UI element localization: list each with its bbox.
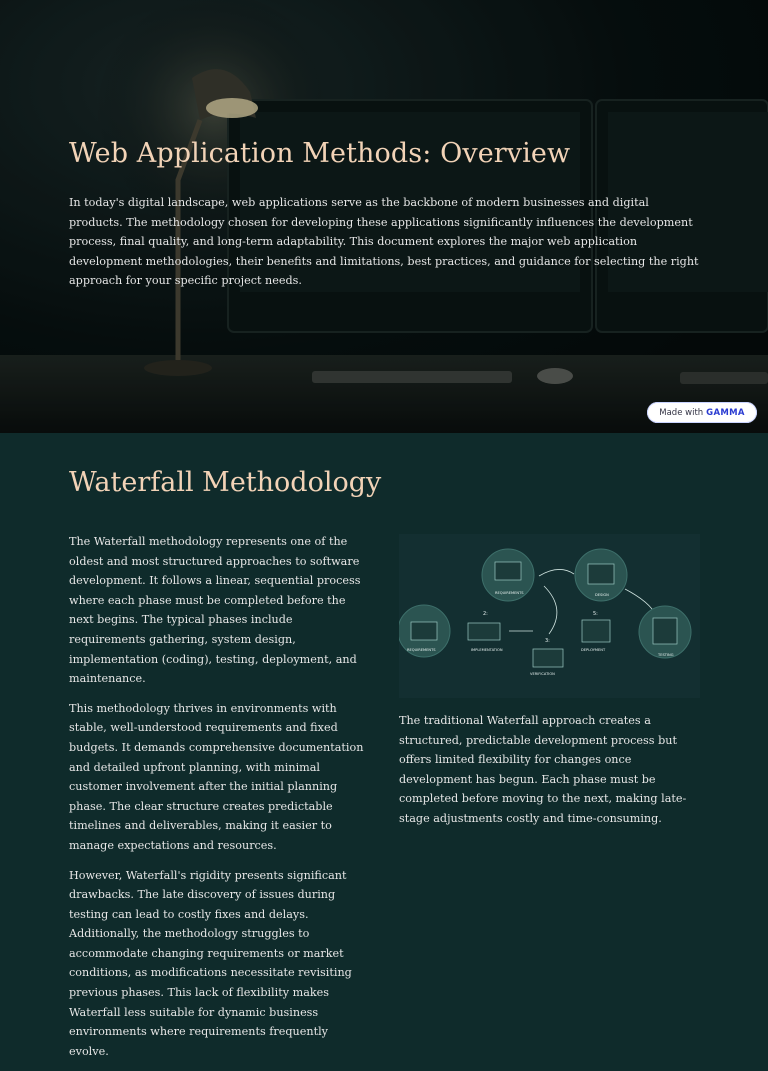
step-2: 2: [483, 611, 488, 617]
impl-box [468, 623, 500, 640]
label-deployment: DEPLOYMENT [581, 648, 606, 652]
arrow-req-to-design [539, 569, 574, 576]
paragraph-overview: The Waterfall methodology represents one of the oldest and most structured approaches to software development. It follows a linear, sequential process where each phase must be completed before the next begins. The typical phases include requirements gathering, system design, implementation (coding), testing, deployment, and maintenance. [69, 535, 361, 686]
deploy-box [582, 620, 610, 642]
waterfall-diagram [399, 534, 700, 698]
waterfall-diagram-image [399, 534, 700, 698]
section-title: Waterfall Methodology [69, 467, 382, 498]
hero-section [0, 0, 768, 433]
step-3: 3: [545, 638, 550, 644]
badge-prefix: Made with [659, 407, 704, 418]
label-implementation: IMPLEMENTATION [471, 648, 503, 652]
intro-paragraph: In today's digital landscape, web applications serve as the backbone of modern businesses and digital products. The methodology chosen for developing these applications significantly influences the development process, final quality, and long-term adaptability. This document explores the major web application development methodologies, their benefits and limitations, best practices, and guidance for selecting the right approach for your specific project needs. [69, 196, 699, 288]
arrow-return [544, 586, 557, 634]
paragraph-drawbacks: However, Waterfall's rigidity presents significant drawbacks. The late discovery of issues during testing can lead to costly fixes and delays. Additionally, the methodology struggles to accommodate changing requirements or market conditions, as modifications necessitate revisiting previous phases. This lack of flexibility makes Waterfall less suitable for dynamic business environments where requirements frequently evolve. [69, 868, 352, 1058]
diagram-caption: The traditional Waterfall approach creates a structured, predictable development process but offers limited flexibility for changes once development has begun. Each phase must be completed before moving to the next, making late-stage adjustments costly and time-consuming. [399, 714, 687, 825]
icon-box-design [588, 564, 614, 584]
made-with-gamma-badge[interactable] [647, 402, 757, 423]
label-requirements-top: REQUIREMENTS [495, 591, 524, 595]
label-verification: VERIFICATION [530, 672, 555, 676]
icon-box-left [411, 622, 437, 640]
icon-box-req [495, 562, 521, 580]
verify-box [533, 649, 563, 667]
label-requirements-left: REQUIREMENTS [407, 648, 436, 652]
step-5: 5: [593, 611, 598, 617]
label-design: DESIGN [595, 593, 609, 597]
page-title: Web Application Methods: Overview [69, 138, 571, 169]
paragraph-strengths: This methodology thrives in environments with stable, well-understood requirements and fixed budgets. It demands comprehensive documentation and detailed upfront planning, with minimal customer involvement after the initial planning phase. The clear structure creates predictable timelines and deliverables, making it easier to manage expectations and resources. [69, 701, 364, 852]
label-testing: TESTING [658, 653, 674, 657]
icon-box-test [653, 618, 677, 644]
arrow-design-to-testing [625, 589, 652, 609]
waterfall-text-column [69, 532, 371, 1071]
gamma-logo: GAMMA [706, 407, 745, 418]
waterfall-section [0, 433, 768, 1058]
